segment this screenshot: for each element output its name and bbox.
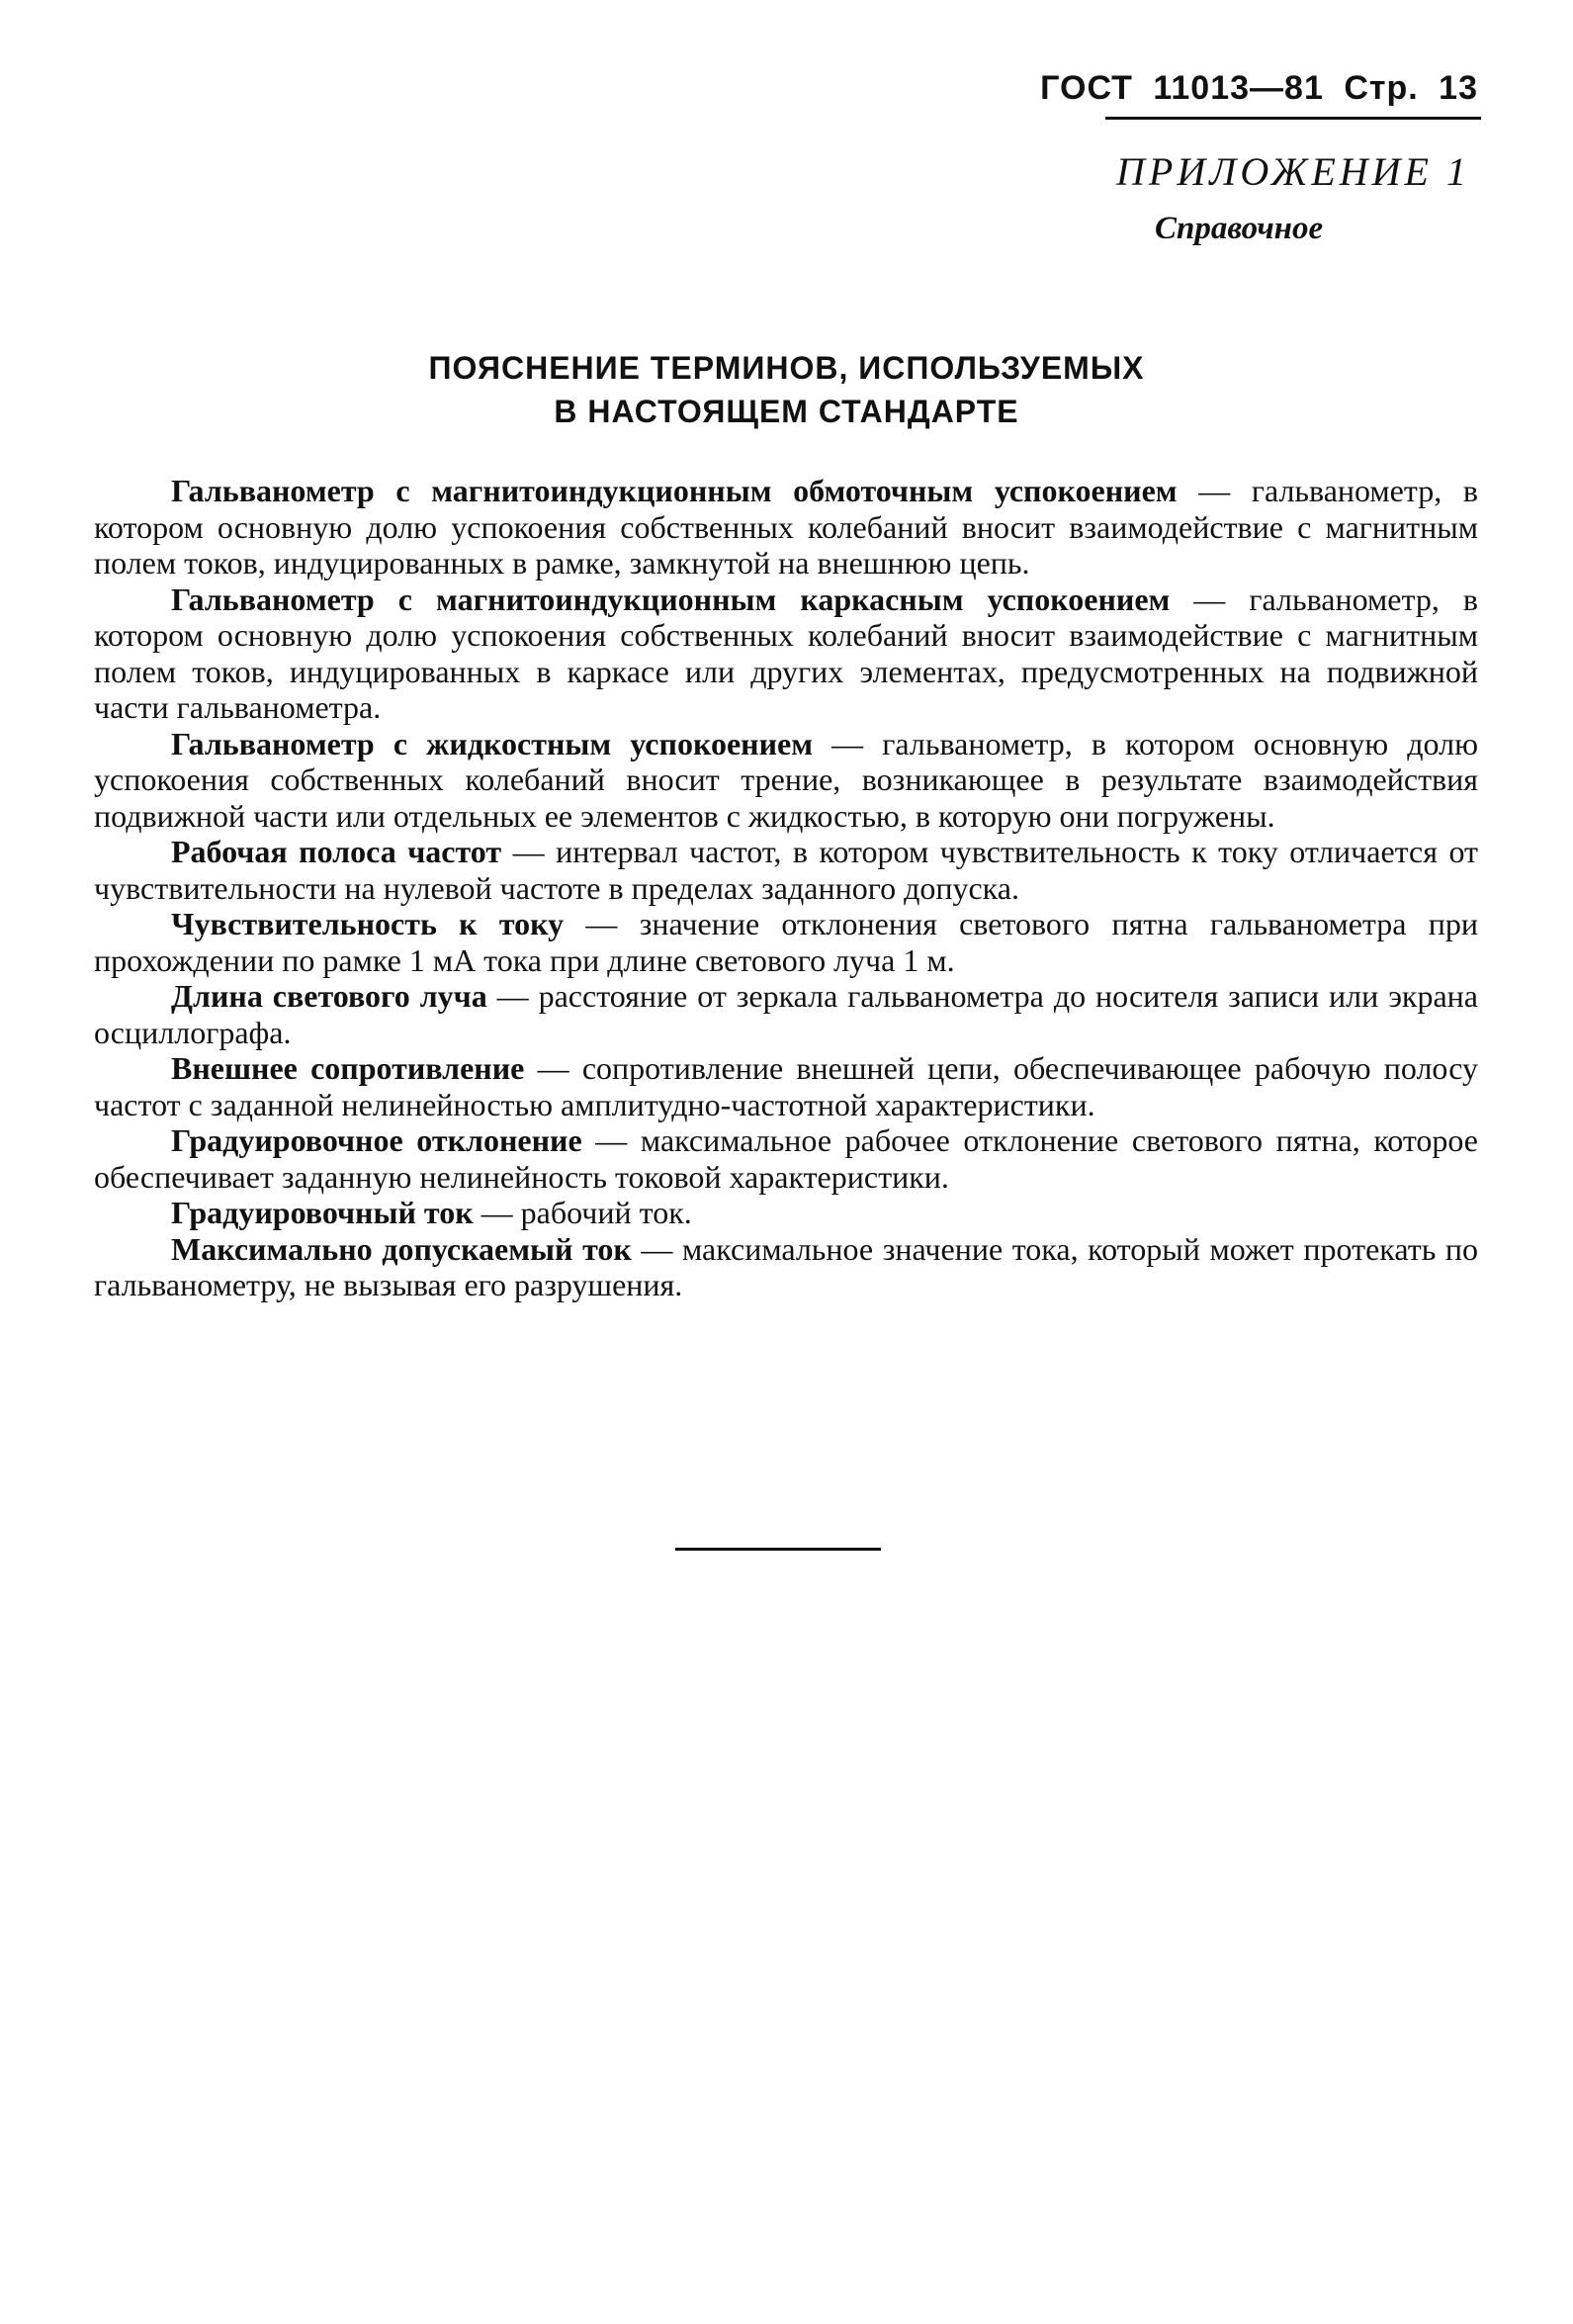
definition-text: — гальванометр, в котором основную долю успокоения собственных колебаний вносит трение, возникающее в результате взаимодействия подвижной части или отдельных ее элементов с жидкостью, в которую они погружены. [94,725,1478,834]
definition-paragraph [94,834,1478,906]
definition-term: Максимально допускаемый ток [171,1230,632,1267]
definition-text: — максимальное рабочее отклонение светового пятна, которое обеспечивает заданную нелинейность токовой характеристики. [94,1122,1479,1195]
definition-text: — гальванометр, в котором основную долю успокоения собственных колебаний вносит взаимодействие с магнитным полем токов, индуцированных в рамке, замкнутой на внешнюю цепь. [94,473,1479,581]
definition-term: Внешнее сопротивление [171,1050,525,1086]
definition-term: Градуировочный ток [171,1195,474,1230]
definition-term: Длина светового луча [171,978,487,1014]
appendix-note: Справочное [1155,211,1324,246]
section-title-line-1: ПОЯСНЕНИЕ ТЕРМИНОВ, ИСПОЛЬЗУЕМЫХ [428,350,1145,386]
definition-text: — интервал частот, в котором чувствительность к току отличается от чувствительности на нулевой частоте в пределах заданного допуска. [94,834,1479,906]
page-number: Стр. 13 [1344,69,1478,107]
definition-term: Градуировочное отклонение [171,1122,582,1158]
section-title [0,346,1573,433]
definition-paragraph [94,1195,1478,1231]
definition-text: — максимальное значение тока, который может протекать по гальванометру, не вызывая его разрушения. [94,1230,1479,1302]
definition-paragraph [94,1122,1478,1195]
definition-term: Чувствительность к току [171,906,565,941]
definition-paragraph [94,581,1478,726]
definition-paragraph [94,1231,1478,1303]
definition-paragraph [94,726,1478,835]
definition-paragraph [94,1050,1478,1122]
appendix-label: ПРИЛОЖЕНИЕ 1 [1116,149,1470,194]
definition-paragraph [94,473,1478,581]
section-title-line-2: В НАСТОЯЩЕМ СТАНДАРТЕ [554,394,1019,429]
definition-term: Гальванометр с магнитоиндукционным обмоточным успокоением [171,473,1178,508]
definition-term: Рабочая полоса частот [171,834,502,869]
definition-term: Гальванометр с магнитоиндукционным каркасным успокоением [171,581,1171,617]
definition-text: — сопротивление внешней цепи, обеспечивающее рабочую полосу частот с заданной нелинейностью амплитудно-частотной характеристики. [94,1050,1479,1122]
definition-text: — гальванометр, в котором основную долю успокоения собственных колебаний вносит взаимодействие с магнитным полем токов, индуцированных в каркасе или других элементах, предусмотренных на подвижной части гальванометра. [94,581,1479,725]
header-rule [1105,117,1481,120]
definition-text: — расстояние от зеркала гальванометра до носителя записи или экрана осциллографа. [94,978,1479,1050]
definition-text: — рабочий ток. [473,1195,692,1230]
definition-paragraph [94,906,1478,978]
definitions-list [94,473,1478,1303]
definition-paragraph [94,978,1478,1050]
definition-term: Гальванометр с жидкостным успокоением [171,725,814,761]
definition-text: — значение отклонения светового пятна гальванометра при прохождении по рамке 1 мА тока при длине светового луча 1 м. [94,906,1479,978]
page-header [1040,69,1478,108]
document-number: ГОСТ 11013—81 [1040,69,1324,107]
end-rule [675,1548,881,1551]
